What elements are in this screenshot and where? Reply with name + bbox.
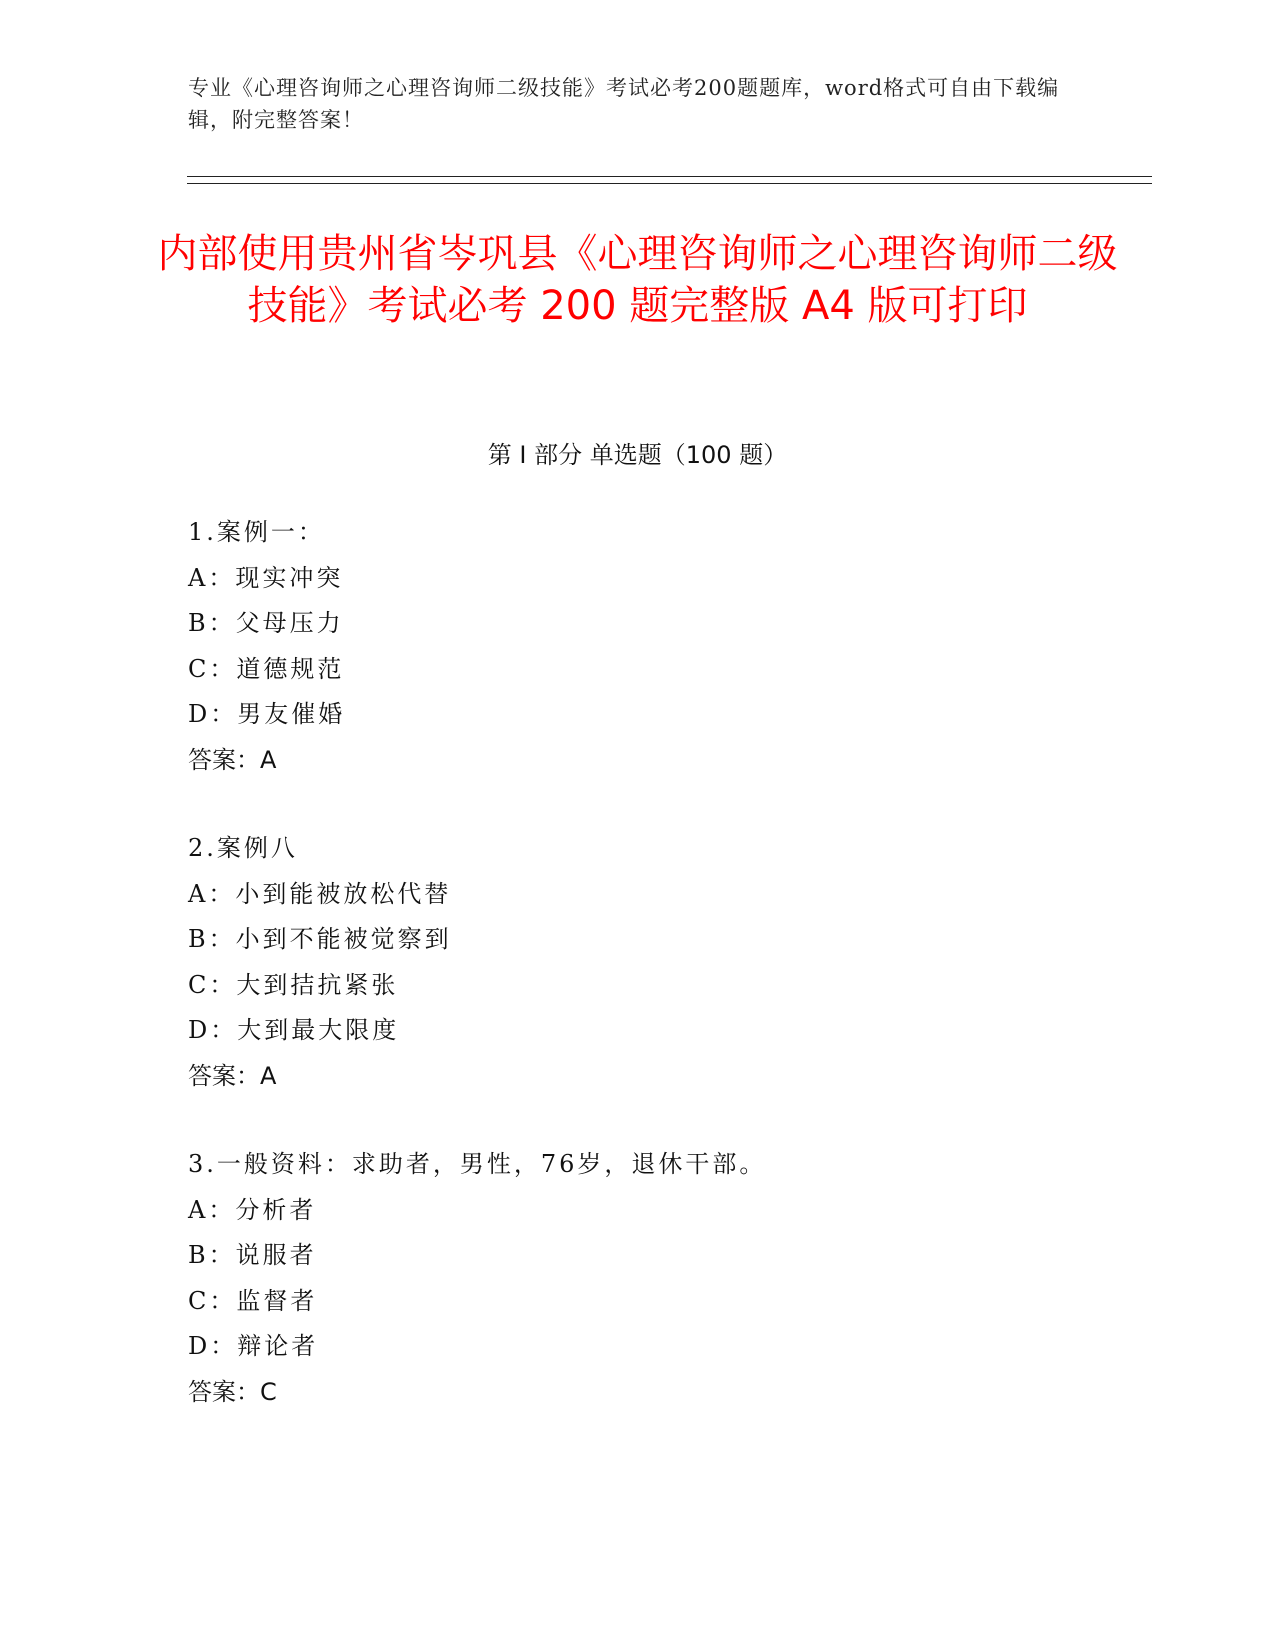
option-a: A：分析者 <box>188 1195 317 1224</box>
question-stem: 1.案例一： <box>188 518 325 546</box>
option-b: B：说服者 <box>188 1241 317 1269</box>
answer-line: 答案：C <box>188 1377 277 1406</box>
question-3 <box>188 1142 1088 1415</box>
option-a: A：现实冲突 <box>188 563 344 592</box>
question-1 <box>188 510 1088 783</box>
answer-line: 答案：A <box>188 745 277 774</box>
header-note: 专业《心理咨询师之心理咨询师二级技能》考试必考200题题库，word格式可自由下载编辑，附完整答案！ <box>188 76 1060 132</box>
header-divider <box>187 176 1152 184</box>
option-c: C：道德规范 <box>188 654 345 683</box>
document-title: 内部使用贵州省岑巩县《心理咨询师之心理咨询师二级技能》考试必考 200 题完整版 A4 版可打印 <box>157 231 1118 329</box>
option-d: D：男友催婚 <box>188 700 346 728</box>
option-d: D：辩论者 <box>188 1332 319 1360</box>
option-a: A：小到能被放松代替 <box>188 879 452 908</box>
question-stem: 3.一般资料：求助者，男性，76岁，退休干部。 <box>188 1150 767 1178</box>
answer-line: 答案：A <box>188 1061 277 1090</box>
question-stem: 2.案例八 <box>188 834 298 862</box>
option-d: D：大到最大限度 <box>188 1016 400 1044</box>
option-b: B：父母压力 <box>188 609 344 637</box>
question-2 <box>188 826 1088 1099</box>
option-c: C：监督者 <box>188 1286 318 1315</box>
option-b: B：小到不能被觉察到 <box>188 925 452 953</box>
section-heading: 第 I 部分 单选题（100 题） <box>487 441 788 469</box>
option-c: C：大到拮抗紧张 <box>188 970 399 999</box>
